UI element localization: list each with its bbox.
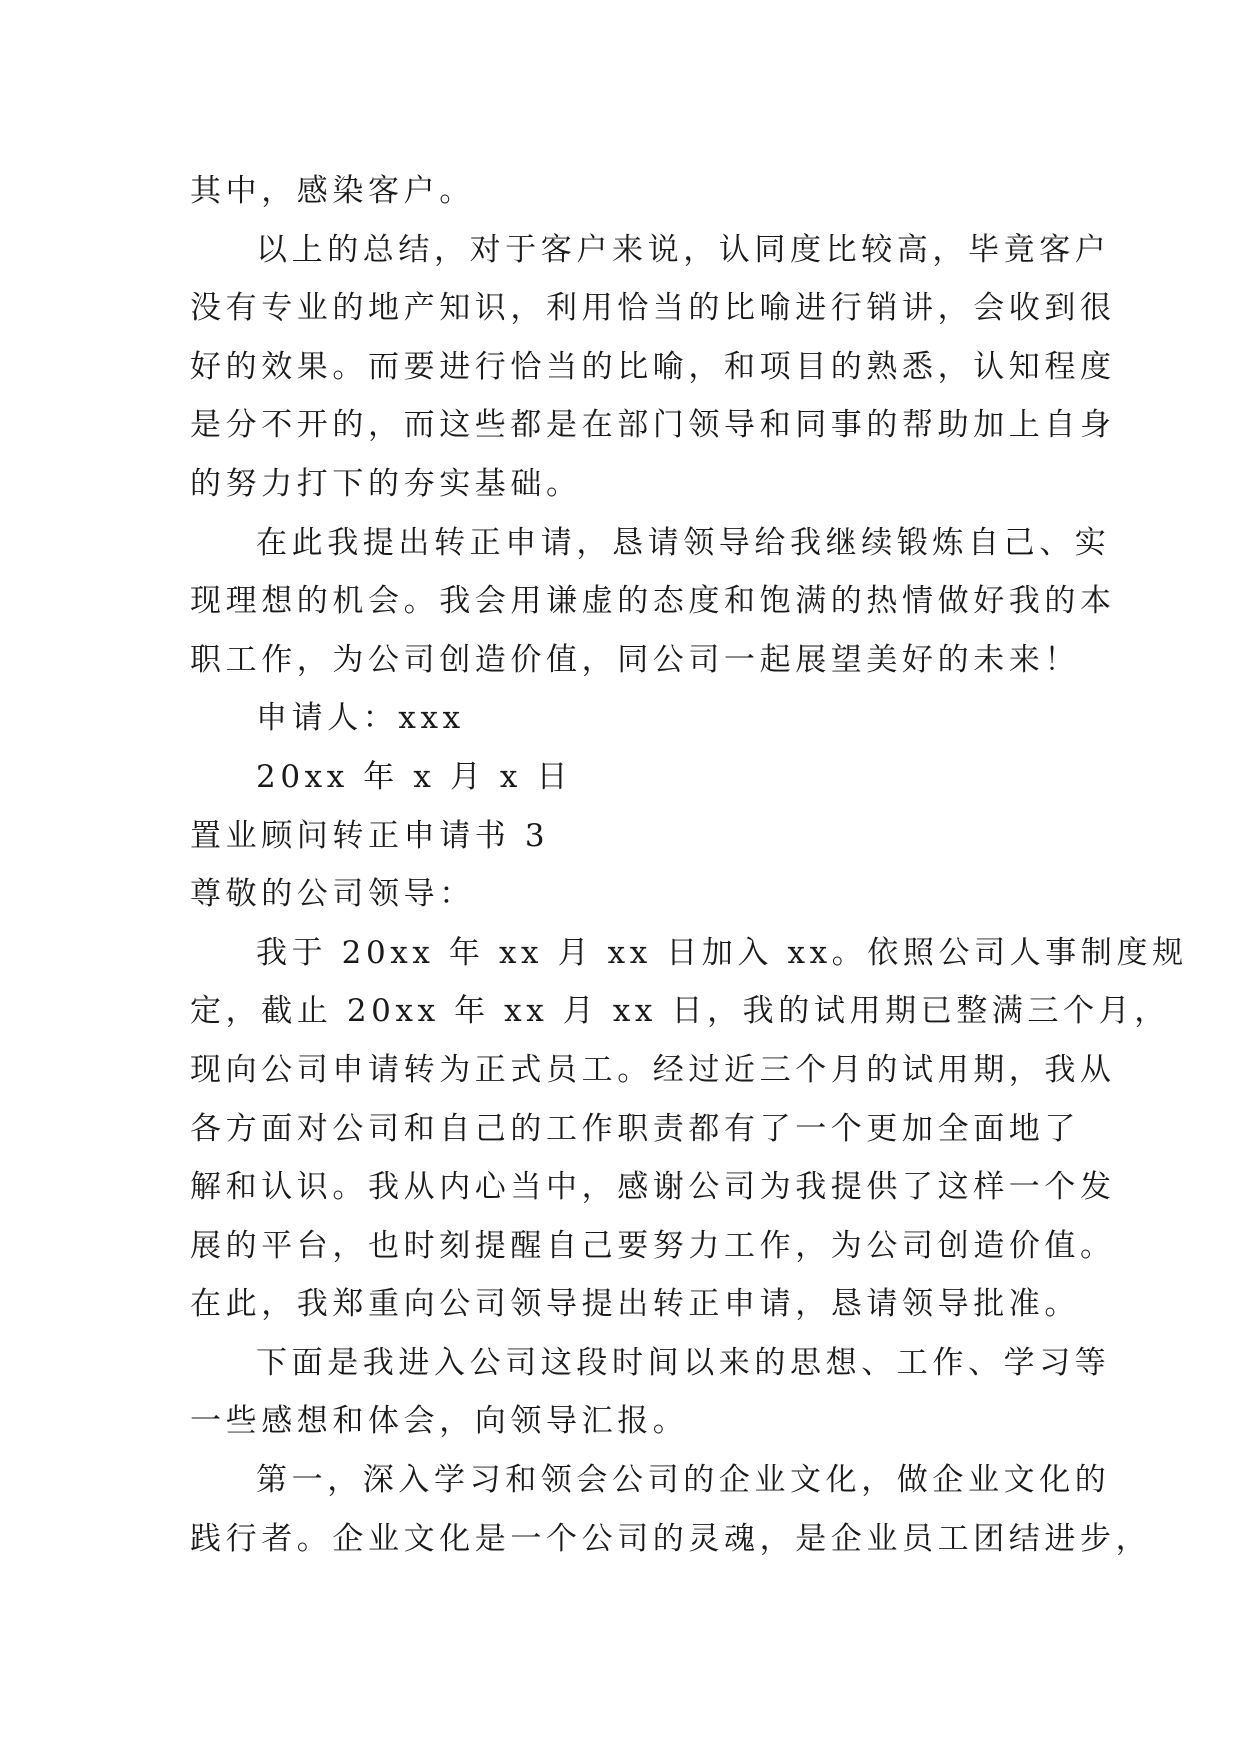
text-line: 置业顾问转正申请书 3 xyxy=(190,817,550,854)
text-line: 践行者。企业文化是一个公司的灵魂，是企业员工团结进步， xyxy=(190,1520,1152,1557)
text-line: 好的效果。而要进行恰当的比喻，和项目的熟悉，认知程度 xyxy=(190,348,1116,385)
text-line: 解和认识。我从内心当中，感谢公司为我提供了这样一个发 xyxy=(190,1169,1116,1206)
text-line: 是分不开的，而这些都是在部门领导和同事的帮助加上自身 xyxy=(190,407,1116,444)
text-line: 20xx 年 x 月 x 日 xyxy=(256,758,573,795)
document-body xyxy=(190,162,1188,1568)
text-line: 展的平台，也时刻提醒自己要努力工作，为公司创造价值。 xyxy=(190,1227,1116,1264)
text-line: 以上的总结，对于客户来说，认同度比较高，毕竟客户 xyxy=(256,231,1111,268)
text-line: 申请人：xxx xyxy=(256,700,465,737)
text-line: 职工作，为公司创造价值，同公司一起展望美好的未来！ xyxy=(190,641,1080,678)
text-line: 其中，感染客户。 xyxy=(190,173,475,209)
text-line: 第一，深入学习和领会公司的企业文化，做企业文化的 xyxy=(256,1462,1111,1499)
text-line: 下面是我进入公司这段时间以来的思想、工作、学习等 xyxy=(256,1344,1111,1381)
text-line: 一些感想和体会，向领导汇报。 xyxy=(190,1403,689,1440)
text-line: 各方面对公司和自己的工作职责都有了一个更加全面地了 xyxy=(190,1110,1080,1147)
text-line: 现向公司申请转为正式员工。经过近三个月的试用期，我从 xyxy=(190,1051,1116,1088)
text-line: 定，截止 20xx 年 xx 月 xx 日，我的试用期已整满三个月， xyxy=(190,993,1170,1030)
text-line: 现理想的机会。我会用谦虚的态度和饱满的热情做好我的本 xyxy=(190,583,1116,620)
text-line: 的努力打下的夯实基础。 xyxy=(190,465,582,502)
text-line: 尊敬的公司领导： xyxy=(190,876,475,913)
text-line: 在此我提出转正申请，恳请领导给我继续锻炼自己、实 xyxy=(256,524,1111,561)
text-line: 没有专业的地产知识，利用恰当的比喻进行销讲，会收到很 xyxy=(190,290,1116,327)
text-line: 我于 20xx 年 xx 月 xx 日加入 xx。依照公司人事制度规 xyxy=(256,934,1188,971)
text-line: 在此，我郑重向公司领导提出转正申请，恳请领导批准。 xyxy=(190,1286,1080,1323)
